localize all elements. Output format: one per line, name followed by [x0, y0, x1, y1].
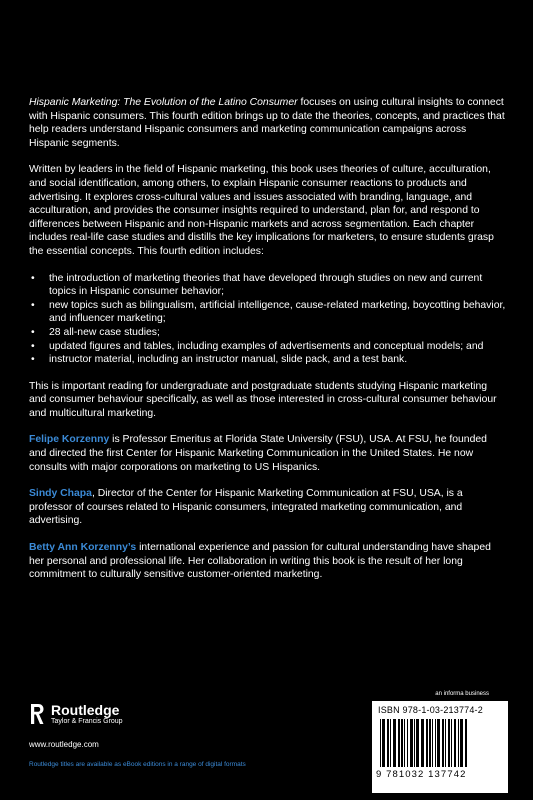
- publisher-name: Routledge: [51, 701, 120, 718]
- barcode-bar: [432, 719, 433, 767]
- ebook-note: Routledge titles are available as eBook editions in a range of digital formats: [29, 761, 246, 768]
- barcode-bar: [410, 719, 413, 767]
- author-name: Betty Ann Korzenny’s: [29, 542, 137, 554]
- barcode-bar: [451, 719, 452, 767]
- barcode-bar: [445, 719, 446, 767]
- bullet-icon: •: [31, 326, 35, 338]
- barcode-bar: [390, 719, 391, 767]
- barcode-bar: [387, 719, 389, 767]
- barcode-bar: [429, 719, 431, 767]
- barcode-bar: [380, 719, 381, 767]
- intro-text: focuses on using cultural insights to connect with Hispanic consumers. This fourth edition brings up to date the theories, concepts, and practices that help readers understand Hispanic consumers and marketing communication campaigns across Hispanic segments.: [29, 97, 505, 149]
- barcode-bar: [454, 719, 456, 767]
- list-item: • new topics such as bilingualism, artificial intelligence, cause-related marketing, boycotting behavior, and influencer marketing;: [31, 299, 506, 325]
- author-bio-text: , Director of the Center for Hispanic Marketing Communication at FSU, USA, is a professor of courses related to Hispanic consumers, integrated marketing communication, and advertising.: [29, 488, 463, 527]
- author-bio: [29, 433, 507, 474]
- barcode-bar: [421, 719, 424, 767]
- barcode-digits: 9 781032 137742: [376, 769, 467, 780]
- barcode-icon: [378, 719, 502, 769]
- bullet-icon: •: [31, 272, 35, 284]
- barcode-bar: [398, 719, 400, 767]
- author-name: Sindy Chapa: [29, 488, 92, 500]
- barcode-bar: [458, 719, 459, 767]
- isbn-barcode: [372, 701, 508, 793]
- book-title: Hispanic Marketing: The Evolution of the Latino Consumer: [29, 97, 298, 108]
- cover-footer: [0, 680, 533, 800]
- author-bio: [29, 541, 507, 582]
- list-item: • the introduction of marketing theories that have developed through studies on new and current topics in Hispanic consumer behavior;: [31, 272, 483, 298]
- bullet-icon: •: [31, 340, 35, 352]
- barcode-bar: [393, 719, 396, 767]
- routledge-r-icon: [29, 702, 45, 726]
- barcode-bar: [435, 719, 436, 767]
- barcode-bar: [448, 719, 450, 767]
- author-name: Felipe Korzenny: [29, 434, 110, 446]
- barcode-bar: [416, 719, 419, 767]
- barcode-bar: [460, 719, 463, 767]
- list-item: • 28 all-new case studies;: [31, 326, 160, 338]
- list-item: • instructor material, including an instructor manual, slide pack, and a test bank.: [31, 354, 408, 366]
- intro-paragraph: [29, 96, 507, 150]
- back-cover-text: [29, 96, 507, 595]
- list-item: • updated figures and tables, including examples of advertisements and conceptual models; and: [31, 340, 484, 352]
- publisher-logo: [29, 702, 123, 726]
- barcode-bar: [437, 719, 440, 767]
- description-paragraph: Written by leaders in the field of Hispanic marketing, this book uses theories of culture, acculturation, and social identification, among others, to explain Hispanic consumer reactions to products and advertising. It explores cross-cultural values and issues associated with branding, language, and acculturation, and provides the consumer insights required to understand, plan for, and respond to differences between Hispanic and non-Hispanic markets and across segmentation. Each chapter includes real-life case studies and distills the key implications for marketers, to ensure students grasp the essential concepts. This fourth edition includes:: [29, 164, 494, 257]
- bullet-icon: •: [31, 299, 35, 311]
- barcode-bar: [442, 719, 444, 767]
- author-bio-text: international experience and passion for cultural understanding have shaped her personal and professional life. Her collaboration in writing this book is the result of her long commitment to culturally sensitive customer-oriented marketing.: [29, 542, 491, 581]
- barcode-bar: [414, 719, 415, 767]
- barcode-bar: [401, 719, 403, 767]
- informa-label: an informa business: [435, 691, 489, 697]
- barcode-bar: [404, 719, 405, 767]
- barcode-bar: [465, 719, 467, 767]
- barcode-bar: [382, 719, 385, 767]
- isbn-number: ISBN 978-1-03-213774-2: [378, 705, 483, 715]
- publisher-url: www.routledge.com: [29, 740, 99, 749]
- barcode-bar: [426, 719, 428, 767]
- author-bio: [29, 487, 507, 528]
- author-bio-text: is Professor Emeritus at Florida State University (FSU), USA. At FSU, he founded and directed the first Center for Hispanic Marketing Communication in the United States. He now consults with major corporations on marketing to US Hispanics.: [29, 434, 487, 473]
- publisher-subtitle: Taylor & Francis Group: [51, 717, 123, 725]
- audience-paragraph: This is important reading for undergraduate and postgraduate students studying Hispanic marketing and consumer behaviour specifically, as well as those interested in cross-cultural consumer behaviour and multicultural marketing.: [29, 380, 497, 419]
- barcode-bar: [407, 719, 408, 767]
- bullet-icon: •: [31, 354, 35, 366]
- features-list: [29, 272, 507, 367]
